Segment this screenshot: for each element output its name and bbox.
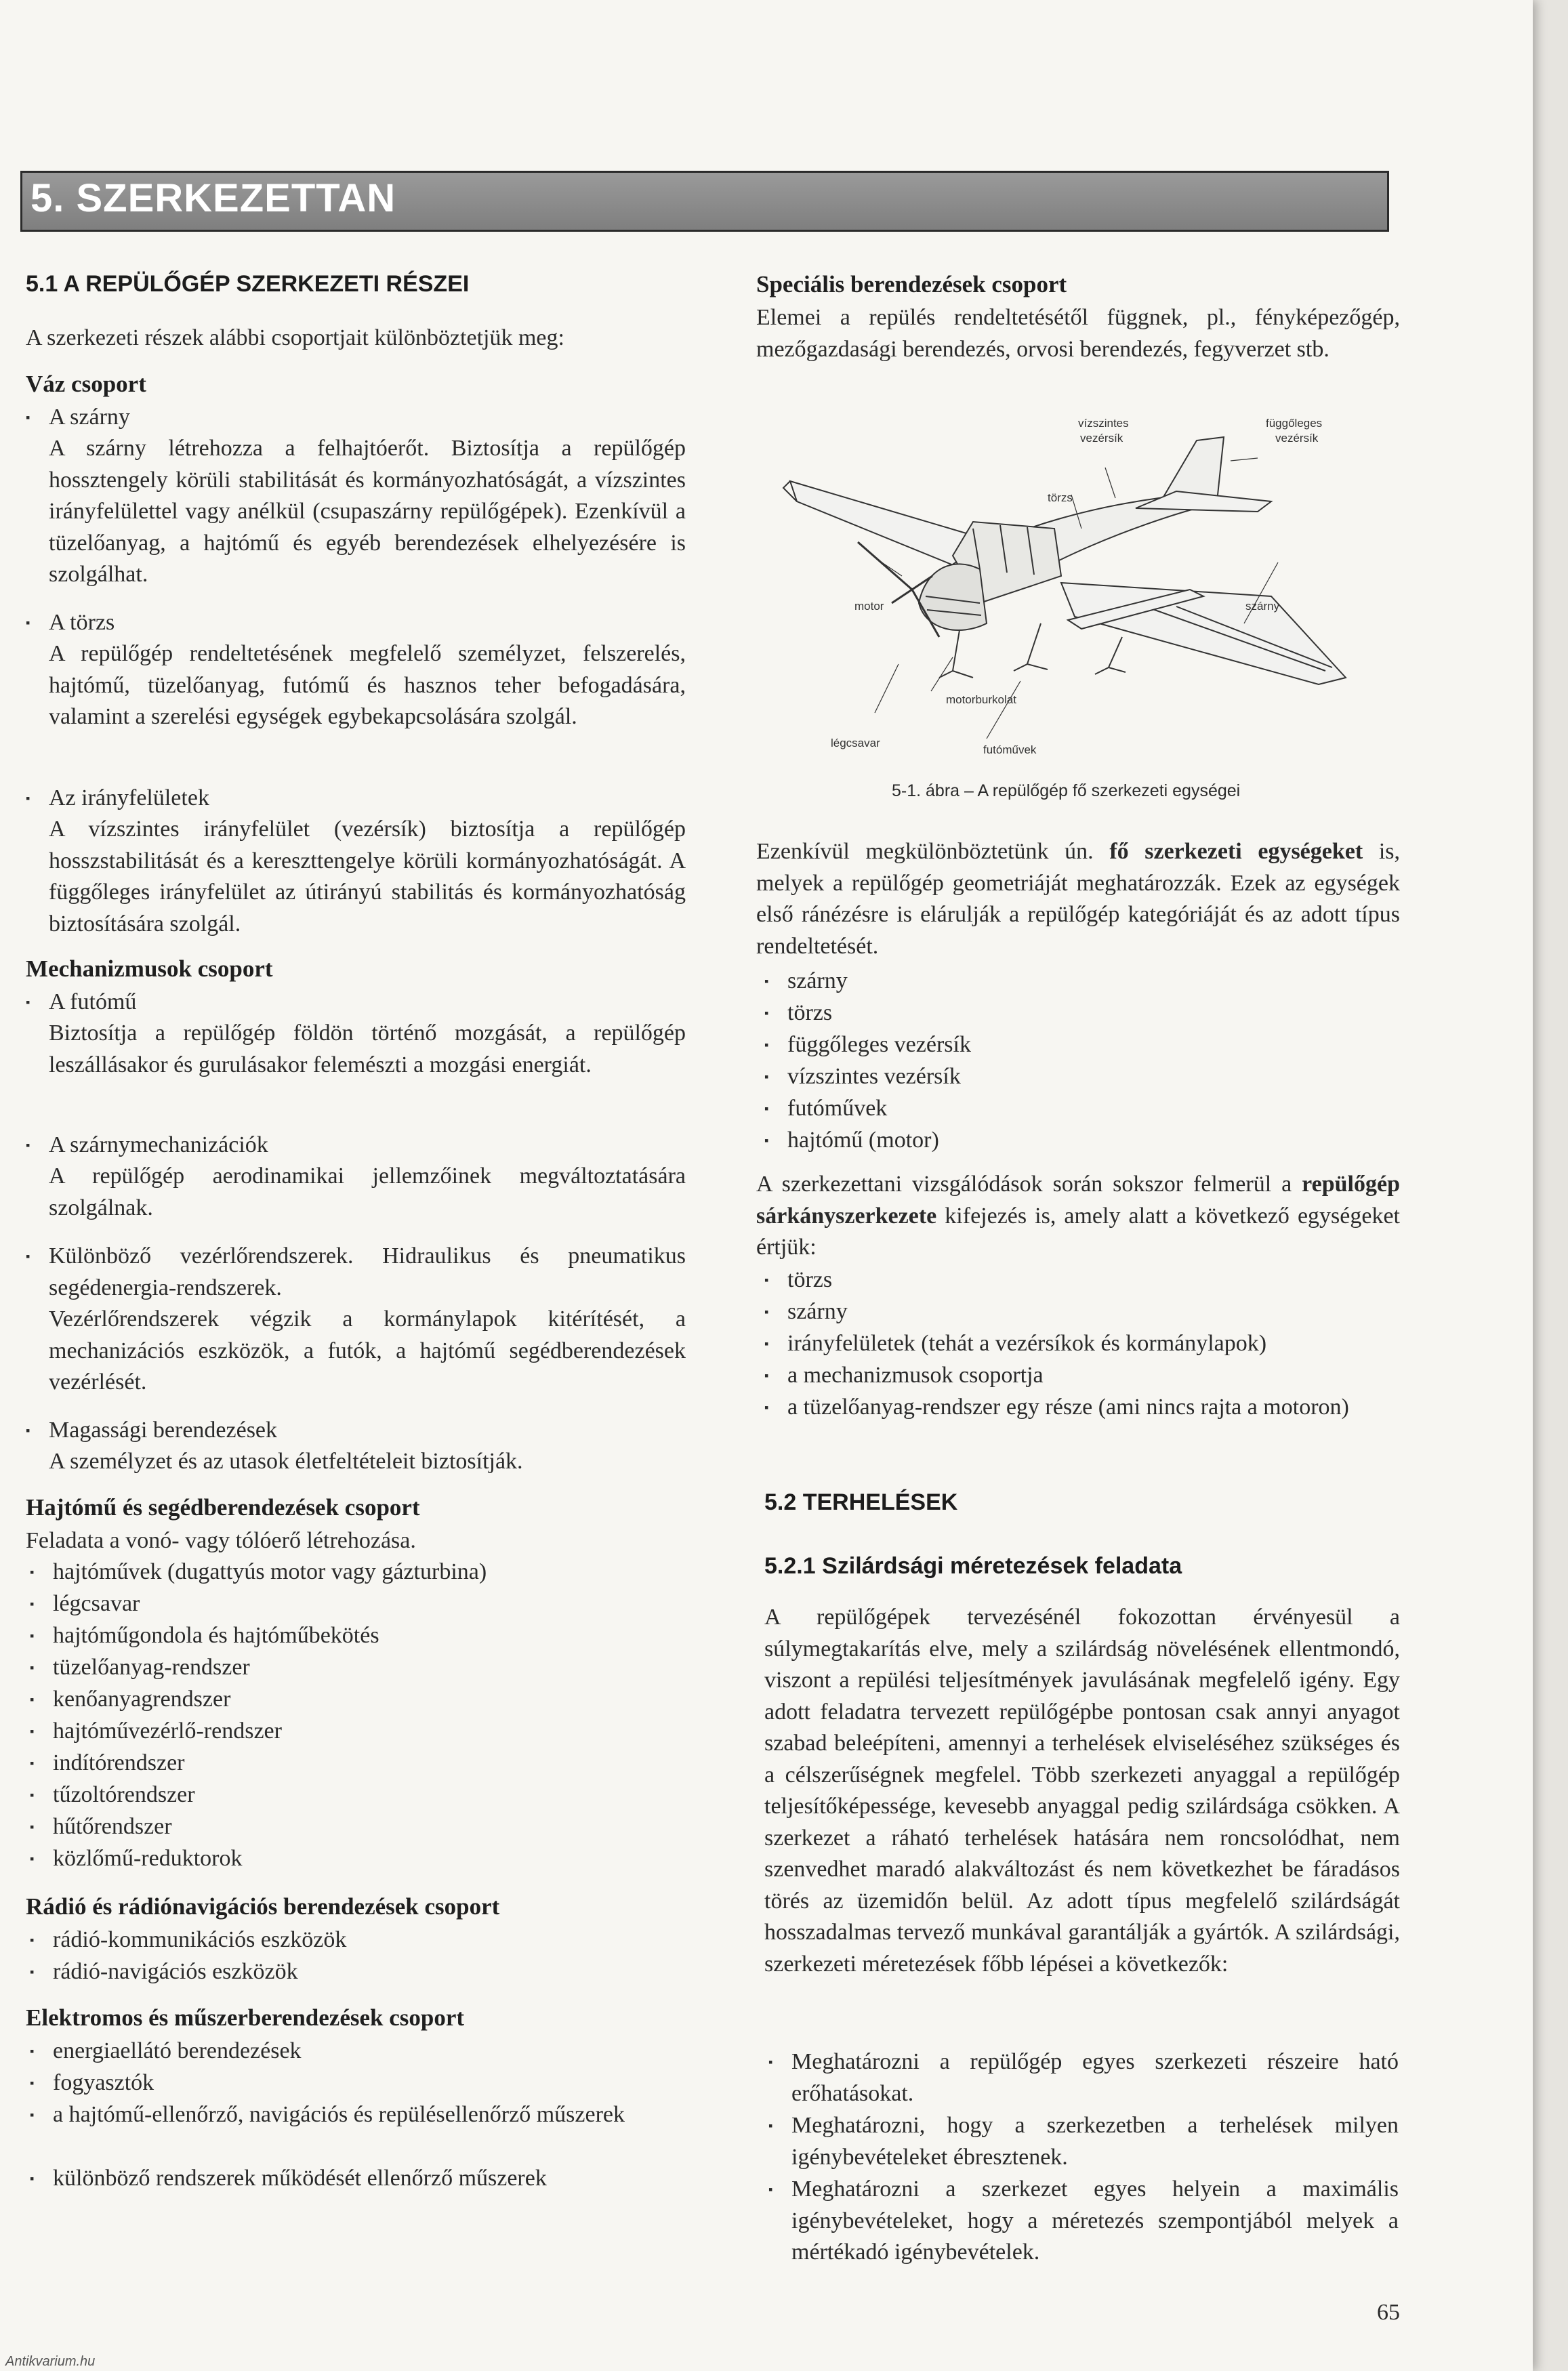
- section-title-5-1: 5.1 A REPÜLŐGÉP SZERKEZETI RÉSZEI: [26, 271, 470, 297]
- mech-item-title: ▪ A futómű: [49, 987, 686, 1018]
- sark-text-bold: repülőgép sárkányszerkezete: [756, 1172, 1400, 1229]
- spec-text: Elemei a repülés rendeltetésétől függnek, pl., fényképezőgép, mezőgazdasági berendezés, orvosi berendezés, fegyverzet stb.: [756, 305, 1400, 362]
- main-gear-left: [1014, 623, 1048, 671]
- hajto-item: ▪ hajtóművek (dugattyús motor vagy gázturbina): [53, 1556, 663, 1588]
- hajto-item: ▪ hajtóműgondola és hajtóműbekötés: [53, 1620, 663, 1652]
- page-number: 65: [1377, 2300, 1400, 2325]
- hajto-item: ▪ hűtőrendszer: [53, 1811, 663, 1843]
- vaz-item-text: A repülőgép rendeltetésének megfelelő személyzet, felszerelés, hajtómű, tüzelőanyag, futómű és hasznos teher befogadására, valamint a szerelési egységek egybekapcsolására szolgál.: [49, 641, 686, 729]
- leader-motorburkolat: [931, 657, 953, 691]
- hajto-item: ▪ közlőmű-reduktorok: [53, 1843, 663, 1875]
- mech-item-text: A személyzet és az utasok életfeltételeit biztosítják.: [49, 1449, 523, 1474]
- label-fuggoleges-2: vezérsík: [1275, 432, 1319, 445]
- spec-heading: Speciális berendezések csoport: [756, 271, 1067, 297]
- elektro-item: ▪ különböző rendszerek működését ellenőrző műszerek: [53, 2163, 669, 2195]
- figure-caption: 5-1. ábra – A repülőgép fő szerkezeti egységei: [892, 781, 1241, 800]
- leader-futomuvek: [987, 681, 1020, 739]
- fo-text-pre: Ezenkívül megkülönböztetünk ún.: [756, 839, 1094, 864]
- sark-item: ▪ a mechanizmusok csoportja: [787, 1360, 1384, 1392]
- hajto-intro: Feladata a vonó- vagy tólóerő létrehozása.: [26, 1528, 416, 1553]
- sec521-item: ▪ Meghatározni a szerkezet egyes helyein a maximális igénybevételeket, hogy a méretezés szempontjából melyek a mértékadó igénybevételek.: [791, 2174, 1399, 2269]
- mech-item-title: ▪ Magassági berendezések: [49, 1415, 686, 1447]
- fo-text-bold: fő szerkezeti egységeket: [1109, 839, 1363, 864]
- chapter-title: 5. SZERKEZETTAN: [30, 176, 396, 220]
- hajto-item: ▪ indítórendszer: [53, 1748, 663, 1779]
- label-vizszintes-2: vezérsík: [1080, 432, 1123, 445]
- hajto-heading: Hajtómű és segédberendezések csoport: [26, 1494, 420, 1521]
- airplane-drawing: [783, 437, 1346, 739]
- sec521-item: ▪ Meghatározni a repülőgép egyes szerkezeti részeire ható erőhatásokat.: [791, 2046, 1399, 2109]
- leader-motor: [877, 559, 902, 576]
- elektro-item: ▪ a hajtómű-ellenőrző, navigációs és repülésellenőrző műszerek: [53, 2099, 669, 2131]
- elektro-item: ▪ fogyasztók: [53, 2067, 663, 2099]
- chapter-title-bar: [20, 171, 1389, 232]
- hajto-item: ▪ tűzoltórendszer: [53, 1779, 663, 1811]
- sark-text-pre: A szerkezettani vizsgálódások során sokszor felmerül a: [756, 1172, 1292, 1197]
- label-torzs: törzs: [1048, 491, 1073, 504]
- sark-item: ▪ irányfelületek (tehát a vezérsíkok és kormánylapok): [787, 1328, 1384, 1360]
- vaz-item-title: ▪ A törzs: [49, 607, 686, 639]
- mech-item-text: Biztosítja a repülőgép földön történő mozgását, a repülőgép leszállásakor és gurulásakor felemészti a mozgási energiát.: [49, 1020, 686, 1077]
- fo-text-post: is, melyek a repülőgép geometriáját meghatározzák. Ezek az egységek első ránézésre is elárulják a repülőgép kategóriáját és az adott típus rendeltetését.: [756, 839, 1401, 959]
- hajto-item: ▪ tüzelőanyag-rendszer: [53, 1652, 663, 1684]
- fo-egysegek-text: [756, 836, 1400, 962]
- intro-text: A szerkezeti részek alábbi csoportjait különböztetjük meg:: [26, 325, 564, 350]
- elektro-item: ▪ energiaellátó berendezések: [53, 2036, 663, 2067]
- sark-text-post: kifejezés is, amely alatt a következő egységeket értjük:: [756, 1203, 1400, 1260]
- vaz-heading: Váz csoport: [26, 371, 146, 397]
- fo-item: ▪ hajtómű (motor): [787, 1125, 1384, 1157]
- label-szarny: szárny: [1245, 600, 1280, 613]
- sec521-item: ▪ Meghatározni, hogy a szerkezetben a terhelések milyen igénybevételeket ébresztenek.: [791, 2110, 1399, 2173]
- fo-item: ▪ függőleges vezérsík: [787, 1029, 1384, 1061]
- label-legcsavar: légcsavar: [831, 737, 880, 749]
- radio-item: ▪ rádió-kommunikációs eszközök: [53, 1924, 663, 1956]
- hajto-item: ▪ hajtóművezérlő-rendszer: [53, 1716, 663, 1748]
- mech-item-text: A repülőgép aerodinamikai jellemzőinek megváltoztatására szolgálnak.: [49, 1163, 686, 1220]
- fo-item: ▪ futóművek: [787, 1093, 1384, 1125]
- vaz-item-text: A szárny létrehozza a felhajtóerőt. Biztosítja a repülőgép hossztengely körüli stabilitását és kormányozhatóságát, a vízszintes irányfelülettel vagy anélkül (csupaszárny repülőgépek). Ezenkívül a tüzelőanyag, a hajtómű és egyéb berendezések elhelyezésére is szolgálhat.: [49, 436, 686, 587]
- fo-item: ▪ szárny: [787, 966, 1384, 997]
- vertical-stabilizer: [1163, 437, 1224, 501]
- vaz-item-title: ▪ A szárny: [49, 402, 686, 434]
- label-motorburkolat: motorburkolat: [946, 693, 1016, 706]
- mech-heading: Mechanizmusok csoport: [26, 955, 273, 982]
- vaz-item-title: ▪ Az irányfelületek: [49, 783, 686, 815]
- label-fuggoleges-1: függőleges: [1266, 417, 1323, 430]
- label-vizszintes-1: vízszintes: [1078, 417, 1129, 430]
- airplane-figure: [756, 400, 1400, 779]
- horizontal-stabilizer: [1136, 491, 1271, 512]
- main-gear-right: [1095, 637, 1126, 674]
- section-title-5-2: 5.2 TERHELÉSEK: [764, 1489, 958, 1515]
- radio-heading: Rádió és rádiónavigációs berendezések csoport: [26, 1893, 500, 1920]
- sark-item: ▪ szárny: [787, 1296, 1384, 1328]
- fo-item: ▪ törzs: [787, 997, 1384, 1029]
- leader-legcsavar: [875, 664, 899, 713]
- watermark: Antikvarium.hu: [5, 2354, 96, 2369]
- sec521-text: A repülőgépek tervezésénél fokozottan érvényesül a súlymegtakarítás elve, mely a szilárdság növelésének ellentmondó, viszont a repülési teljesítmények javulásának megfelelő igény. Egy adott feladatra tervezett repülőgépbe pontosan csak annyi anyagot szabad beleépíteni, amennyi a terhelések elviseléséhez szükséges és a célszerűségnek megfelel. Több szerkezeti anyaggal a repülőgép teljesítőképessége, kevesebb anyaggal pedig szilárdsága csökken. A szerkezet a ráható terhelések hatására nem roncsolódhat, nem szenvedhet maradó alakváltozást és nem következhet be fáradásos törés az üzemidőn belül. Az adott típus megfelelő szilárdságát hosszadalmas tervező munkával garantálják a gyártók. A szilárdsági, szerkezeti méretezések főbb lépései a következők:: [764, 1605, 1400, 1977]
- leader-horizontal-stab: [1105, 468, 1115, 498]
- mech-item-title: ▪ Különböző vezérlőrendszerek. Hidraulikus és pneumatikus segédenergia-rendszerek.: [49, 1241, 686, 1304]
- sark-item: ▪ törzs: [787, 1264, 1384, 1296]
- section-title-5-2-1: 5.2.1 Szilárdsági méretezések feladata: [764, 1553, 1182, 1579]
- label-motor: motor: [854, 600, 884, 613]
- label-futomuvek: futóművek: [983, 743, 1037, 756]
- mech-item-title: ▪ A szárnymechanizációk: [49, 1130, 686, 1161]
- leader-vertical-stab: [1231, 458, 1258, 461]
- hajto-item: ▪ légcsavar: [53, 1588, 663, 1620]
- radio-item: ▪ rádió-navigációs eszközök: [53, 1956, 663, 1988]
- left-wing: [790, 481, 980, 576]
- hajto-item: ▪ kenőanyagrendszer: [53, 1684, 663, 1716]
- sarkany-text: [756, 1169, 1400, 1264]
- fo-item: ▪ vízszintes vezérsík: [787, 1061, 1384, 1093]
- sark-item: ▪ a tüzelőanyag-rendszer egy része (ami nincs rajta a motoron): [787, 1392, 1384, 1424]
- vaz-item-text: A vízszintes irányfelület (vezérsík) biztosítja a repülőgép hosszstabilitását és a kereszttengelye körüli kormányozhatóságát. A függőleges irányfelület az útirányú stabilitás és kormányozhatóság biztosítására szolgál.: [49, 817, 686, 936]
- elektro-heading: Elektromos és műszerberendezések csoport: [26, 2004, 465, 2031]
- mech-item-text: Vezérlőrendszerek végzik a kormánylapok kitérítését, a mechanizációs eszközök, a futók, a hajtómű segédberendezések vezérlését.: [49, 1306, 686, 1395]
